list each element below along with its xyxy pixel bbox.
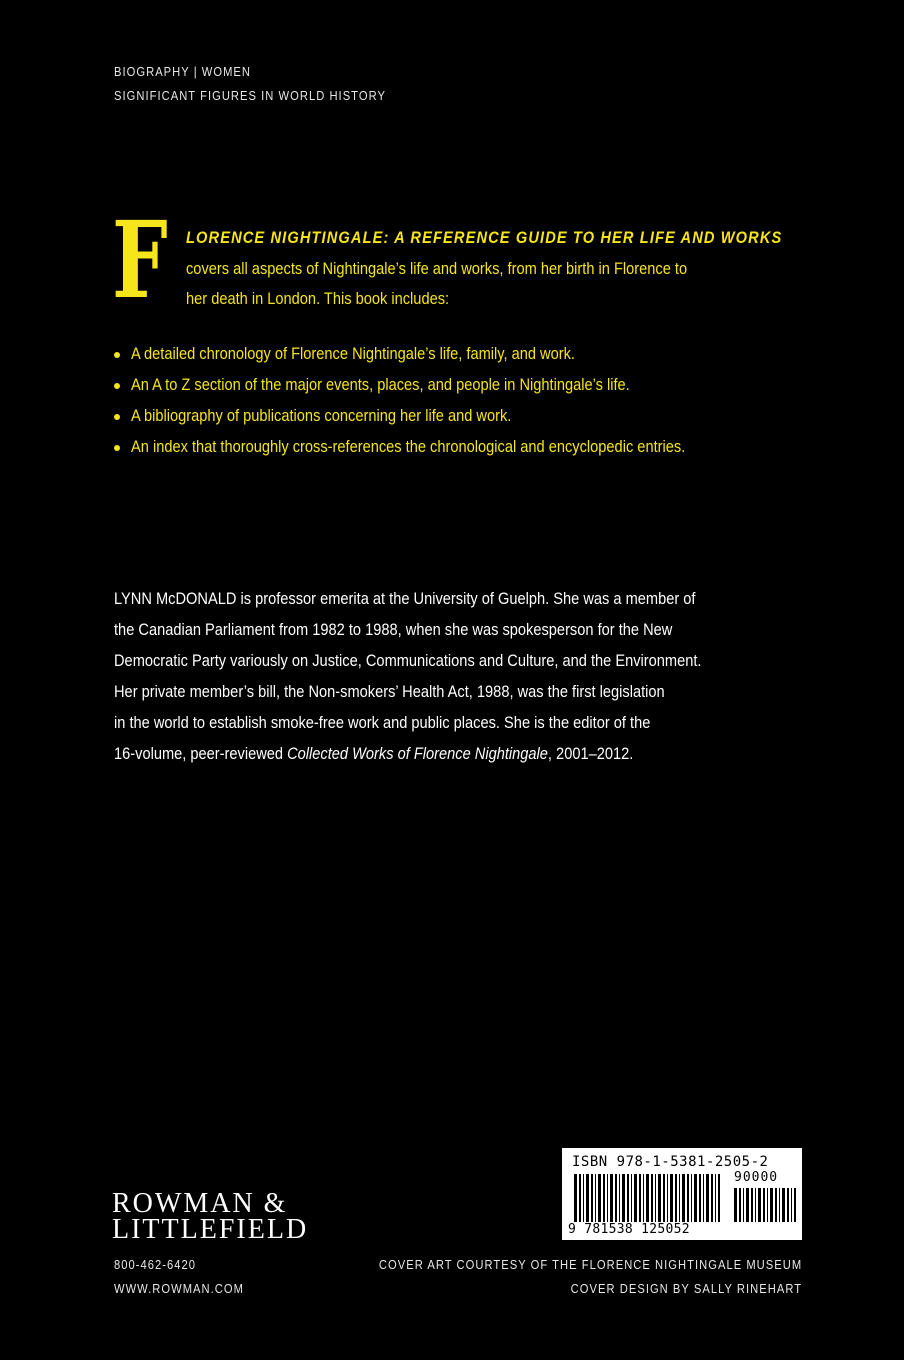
barcode-bar bbox=[607, 1174, 608, 1222]
barcode-bar bbox=[634, 1174, 637, 1222]
author-bio-line: in the world to establish smoke-free work and public places. She is the editor of the bbox=[114, 713, 651, 732]
bullet-dot-icon bbox=[114, 414, 120, 420]
author-bio-line: the Canadian Parliament from 1982 to 1988, when she was spokesperson for the New bbox=[114, 620, 673, 639]
category-line-1: BIOGRAPHY | WOMEN bbox=[114, 64, 252, 79]
barcode-bar bbox=[794, 1188, 796, 1222]
author-bio-line: Her private member’s bill, the Non-smokers’ Health Act, 1988, was the first legislation bbox=[114, 682, 665, 701]
barcode-bar bbox=[751, 1188, 753, 1222]
author-bio-text: 16-volume, peer-reviewed bbox=[114, 744, 288, 763]
barcode-bar bbox=[619, 1174, 620, 1222]
barcode-bar bbox=[655, 1174, 656, 1222]
isbn-barcode bbox=[562, 1148, 802, 1240]
barcode-bar bbox=[770, 1188, 773, 1222]
barcode-bar bbox=[782, 1188, 785, 1222]
barcode-bar bbox=[758, 1188, 761, 1222]
barcode-bar bbox=[631, 1174, 632, 1222]
barcode-bar bbox=[658, 1174, 661, 1222]
barcode-bar bbox=[711, 1174, 713, 1222]
barcode-bar bbox=[682, 1174, 685, 1222]
bullet-dot-icon bbox=[114, 445, 120, 451]
drop-cap-letter: F bbox=[112, 197, 168, 322]
author-bio-line: Democratic Party variously on Justice, Communications and Culture, and the Environment. bbox=[114, 651, 702, 670]
barcode-bar bbox=[670, 1174, 673, 1222]
publisher-website: WWW.ROWMAN.COM bbox=[114, 1281, 244, 1296]
barcode-bar bbox=[791, 1188, 792, 1222]
barcode-bars-icon bbox=[574, 1174, 720, 1222]
barcode-bar bbox=[691, 1174, 692, 1222]
author-bio-book-title: Collected Works of Florence Nightingale bbox=[287, 744, 548, 763]
barcode-bar bbox=[755, 1188, 756, 1222]
cover-art-credit: COVER ART COURTESY OF THE FLORENCE NIGHTINGALE MUSEUM bbox=[378, 1257, 802, 1272]
barcode-bar bbox=[694, 1174, 697, 1222]
bullet-text: A bibliography of publications concerning her life and work. bbox=[131, 406, 512, 425]
author-bio-line: LYNN McDONALD is professor emerita at the University of Guelph. She was a member of bbox=[114, 589, 696, 608]
barcode-bar bbox=[622, 1174, 625, 1222]
barcode-bar bbox=[639, 1174, 641, 1222]
barcode-bar bbox=[706, 1174, 709, 1222]
barcode-bar bbox=[579, 1174, 581, 1222]
barcode-bar bbox=[643, 1174, 644, 1222]
author-bio-line bbox=[114, 744, 633, 764]
barcode-bar bbox=[586, 1174, 589, 1222]
barcode-bar bbox=[595, 1174, 596, 1222]
barcode-bar bbox=[646, 1174, 649, 1222]
bullet-text: A detailed chronology of Florence Nightingale’s life, family, and work. bbox=[131, 344, 575, 363]
barcode-bar bbox=[667, 1174, 668, 1222]
barcode-bar bbox=[779, 1188, 780, 1222]
barcode-bar bbox=[675, 1174, 677, 1222]
barcode-bar bbox=[663, 1174, 665, 1222]
cover-design-credit: COVER DESIGN BY SALLY RINEHART bbox=[570, 1281, 802, 1296]
bullet-text: An index that thoroughly cross-references the chronological and encyclopedic entries. bbox=[131, 437, 686, 456]
barcode-addon-number: 90000 bbox=[734, 1170, 779, 1185]
bullet-dot-icon bbox=[114, 383, 120, 389]
publisher-phone: 800-462-6420 bbox=[114, 1257, 197, 1272]
barcode-bar bbox=[763, 1188, 765, 1222]
description-line-1: LORENCE NIGHTINGALE: A REFERENCE GUIDE TO HER LIFE AND WORKS bbox=[186, 228, 783, 247]
barcode-bar bbox=[627, 1174, 629, 1222]
barcode-bar bbox=[574, 1174, 577, 1222]
barcode-bar bbox=[598, 1174, 601, 1222]
description-line-3: her death in London. This book includes: bbox=[186, 289, 450, 308]
barcode-addon-bars-icon bbox=[734, 1188, 796, 1222]
isbn-label: ISBN 978-1-5381-2505-2 bbox=[572, 1154, 769, 1170]
category-line-2: SIGNIFICANT FIGURES IN WORLD HISTORY bbox=[114, 88, 386, 103]
barcode-bar bbox=[687, 1174, 689, 1222]
barcode-digits: 9 781538 125052 bbox=[568, 1222, 690, 1237]
barcode-bar bbox=[651, 1174, 653, 1222]
barcode-bar bbox=[610, 1174, 613, 1222]
description-line-2: covers all aspects of Nightingale’s life and works, from her birth in Florence to bbox=[186, 259, 688, 278]
barcode-bar bbox=[591, 1174, 593, 1222]
bullet-dot-icon bbox=[114, 352, 120, 358]
publisher-name-line-1: ROWMAN & bbox=[112, 1188, 288, 1219]
barcode-bar bbox=[679, 1174, 680, 1222]
barcode-bar bbox=[715, 1174, 716, 1222]
barcode-bar bbox=[615, 1174, 617, 1222]
barcode-bar bbox=[734, 1188, 737, 1222]
author-bio-text: , 2001–2012. bbox=[547, 744, 634, 763]
publisher-name-line-2: LITTLEFIELD bbox=[112, 1214, 309, 1245]
bullet-text: An A to Z section of the major events, places, and people in Nightingale’s life. bbox=[131, 375, 630, 394]
barcode-bar bbox=[787, 1188, 789, 1222]
barcode-bar bbox=[583, 1174, 584, 1222]
barcode-bar bbox=[739, 1188, 741, 1222]
barcode-bar bbox=[718, 1174, 720, 1222]
barcode-bar bbox=[603, 1174, 605, 1222]
barcode-bar bbox=[746, 1188, 749, 1222]
barcode-bar bbox=[775, 1188, 777, 1222]
barcode-bar bbox=[699, 1174, 701, 1222]
barcode-bar bbox=[703, 1174, 704, 1222]
barcode-bar bbox=[743, 1188, 744, 1222]
barcode-bar bbox=[767, 1188, 768, 1222]
